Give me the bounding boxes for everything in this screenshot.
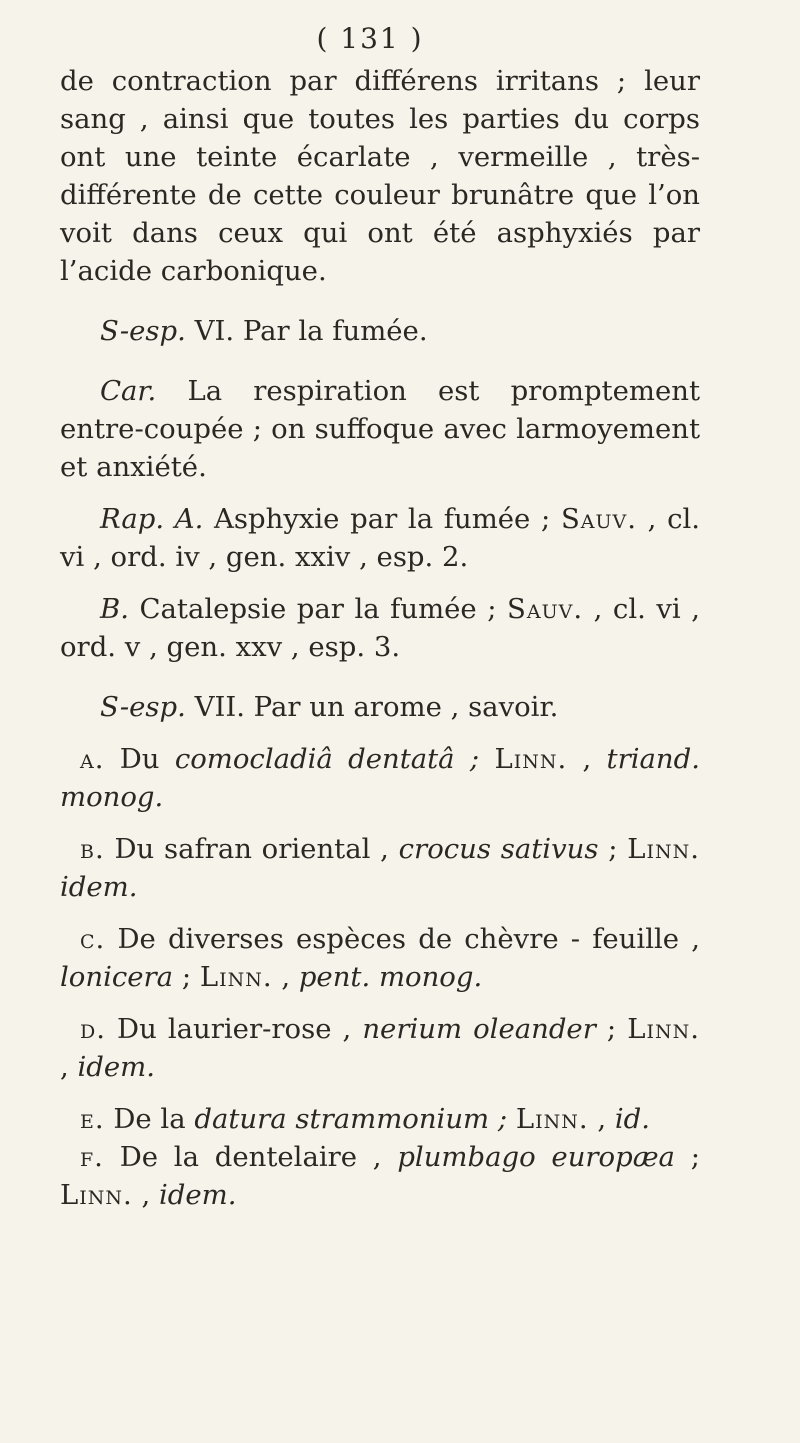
subspecies-vii-text: VII. Par un arome , savoir. bbox=[185, 691, 559, 723]
linnaeus-ref: Linn. bbox=[627, 1013, 700, 1045]
rapport-b-paragraph bbox=[60, 590, 700, 666]
classification: id. bbox=[614, 1103, 651, 1135]
page-number: ( 131 ) bbox=[316, 22, 424, 55]
rapport-b-text: Catalepsie par la fumée ; bbox=[128, 593, 508, 625]
subspecies-vi-text: VI. Par la fumée. bbox=[185, 315, 428, 347]
linnaeus-ref: Linn. bbox=[199, 961, 273, 993]
species-name: nerium oleander bbox=[362, 1013, 596, 1045]
rapport-b-classification: , cl. vi , ord. v , gen. xxv , esp. 3. bbox=[60, 593, 700, 663]
species-name: lonicera bbox=[60, 961, 174, 993]
species-name: datura strammonium ; bbox=[194, 1103, 508, 1135]
linnaeus-ref: Linn. bbox=[515, 1103, 589, 1135]
rapport-a-text: Asphyxie par la fumée ; bbox=[203, 503, 561, 535]
rapport-a-sauv: Sauv. bbox=[560, 503, 637, 535]
item-letter: d. bbox=[80, 1013, 106, 1045]
species-name: plumbago europæa bbox=[397, 1141, 675, 1173]
rapport-b-letter: B. bbox=[100, 593, 129, 625]
classification: triand. monog. bbox=[60, 743, 700, 813]
list-item-a: a. Du comocladiâ dentatâ ; Linn. , triand. monog. bbox=[60, 743, 700, 813]
rapport-label: Rap. bbox=[100, 503, 165, 535]
rapport-a-paragraph bbox=[60, 500, 700, 576]
characters-label: Car. bbox=[100, 375, 157, 407]
subspecies-vi-heading bbox=[60, 312, 700, 350]
item-letter: e. bbox=[80, 1103, 105, 1135]
subspecies-label: S-esp. bbox=[100, 315, 186, 347]
subspecies-label: S-esp. bbox=[100, 691, 186, 723]
list-item-d: d. Du laurier-rose , nerium oleander ; Linn. , idem. bbox=[60, 1013, 700, 1083]
linnaeus-ref: Linn. bbox=[60, 1179, 133, 1211]
classification: idem. bbox=[60, 871, 138, 903]
classification: idem. bbox=[77, 1051, 155, 1083]
item-letter: f. bbox=[80, 1141, 104, 1173]
rapport-a-letter: A. bbox=[174, 503, 204, 535]
species-name: comocladiâ dentatâ ; bbox=[174, 743, 480, 775]
list-item-c: c. De diverses espèces de chèvre - feuille , lonicera ; Linn. , pent. monog. bbox=[60, 923, 700, 993]
characters-text: La respiration est promptement entre-coupée ; on suffoque avec larmoyement et anxiété. bbox=[60, 375, 700, 483]
list-item-f: f. De la dentelaire , plumbago europæa ; Linn. , idem. bbox=[60, 1141, 700, 1211]
classification: idem. bbox=[159, 1179, 237, 1211]
linnaeus-ref: Linn. bbox=[494, 743, 568, 775]
species-name: crocus sativus bbox=[398, 833, 599, 865]
characters-paragraph bbox=[60, 372, 700, 486]
item-letter: a. bbox=[80, 743, 105, 775]
subspecies-vii-heading bbox=[60, 688, 700, 726]
linnaeus-ref: Linn. bbox=[627, 833, 700, 865]
intro-paragraph: de contraction par différens irritans ; leur sang , ainsi que toutes les parties du corps ont une teinte écarlate , vermeille , très-différente de cette couleur brunâtre que l’on voit dans ceux qui ont été asphyxiés par l’acide carbonique. bbox=[60, 65, 700, 287]
item-letter: b. bbox=[80, 833, 105, 865]
list-item-b: b. Du safran oriental , crocus sativus ; Linn. idem. bbox=[60, 833, 700, 903]
page-body bbox=[60, 62, 700, 1214]
rapport-b-sauv: Sauv. bbox=[507, 593, 584, 625]
classification: pent. monog. bbox=[298, 961, 483, 993]
item-letter: c. bbox=[80, 923, 106, 955]
list-item-e: e. De la datura strammonium ; Linn. , id. bbox=[80, 1103, 651, 1135]
rapport-a-classification: , cl. vi , ord. iv , gen. xxiv , esp. 2. bbox=[60, 503, 701, 573]
